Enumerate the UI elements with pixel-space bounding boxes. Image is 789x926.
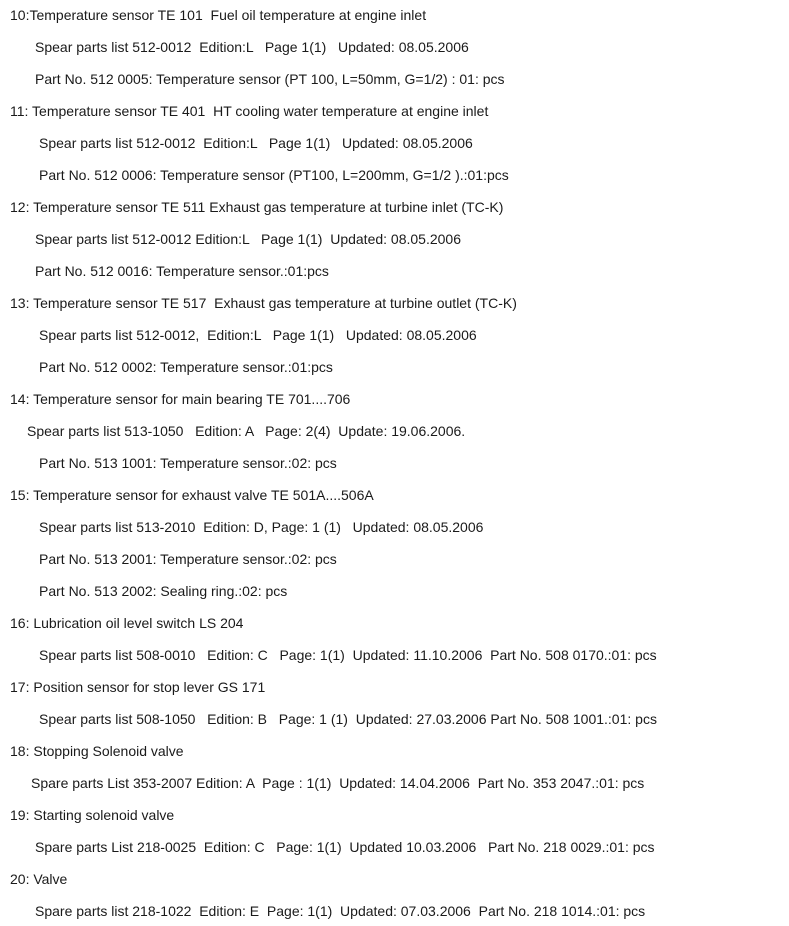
item-10-heading: 10:Temperature sensor TE 101 Fuel oil temperature at engine inlet bbox=[10, 7, 427, 23]
item-14-heading: 14: Temperature sensor for main bearing TE 701....706 bbox=[10, 391, 351, 407]
item-20-heading: 20: Valve bbox=[10, 871, 68, 887]
item-15-spare-list: Spear parts list 513-2010 Edition: D, Page: 1 (1) Updated: 08.05.2006 bbox=[39, 519, 484, 535]
item-16-spare-list: Spear parts list 508-0010 Edition: C Page: 1(1) Updated: 11.10.2006 Part No. 508 0170.:01: pcs bbox=[39, 647, 657, 663]
item-15-part-1: Part No. 513 2001: Temperature sensor.:02: pcs bbox=[39, 551, 337, 567]
item-10-spare-list: Spear parts list 512-0012 Edition:L Page 1(1) Updated: 08.05.2006 bbox=[35, 39, 469, 55]
item-12-spare-list: Spear parts list 512-0012 Edition:L Page 1(1) Updated: 08.05.2006 bbox=[35, 231, 461, 247]
item-12-heading: 12: Temperature sensor TE 511 Exhaust gas temperature at turbine inlet (TC-K) bbox=[10, 199, 504, 215]
item-20-spare-list: Spare parts list 218-1022 Edition: E Page: 1(1) Updated: 07.03.2006 Part No. 218 1014.:01: pcs bbox=[35, 903, 646, 919]
item-16-heading: 16: Lubrication oil level switch LS 204 bbox=[10, 615, 244, 631]
item-14-part: Part No. 513 1001: Temperature sensor.:02: pcs bbox=[39, 455, 337, 471]
item-18-spare-list: Spare parts List 353-2007 Edition: A Page : 1(1) Updated: 14.04.2006 Part No. 353 2047.:01: pcs bbox=[31, 775, 645, 791]
item-11-heading: 11: Temperature sensor TE 401 HT cooling water temperature at engine inlet bbox=[10, 103, 489, 119]
item-17-heading: 17: Position sensor for stop lever GS 171 bbox=[10, 679, 266, 695]
item-18-heading: 18: Stopping Solenoid valve bbox=[10, 743, 184, 759]
item-11-part: Part No. 512 0006: Temperature sensor (PT100, L=200mm, G=1/2 ).:01:pcs bbox=[39, 167, 509, 183]
item-10-part: Part No. 512 0005: Temperature sensor (PT 100, L=50mm, G=1/2) : 01: pcs bbox=[35, 71, 505, 87]
item-13-spare-list: Spear parts list 512-0012, Edition:L Page 1(1) Updated: 08.05.2006 bbox=[39, 327, 477, 343]
item-15-heading: 15: Temperature sensor for exhaust valve TE 501A....506A bbox=[10, 487, 374, 503]
item-13-part: Part No. 512 0002: Temperature sensor.:01:pcs bbox=[39, 359, 333, 375]
item-13-heading: 13: Temperature sensor TE 517 Exhaust gas temperature at turbine outlet (TC-K) bbox=[10, 295, 517, 311]
item-15-part-2: Part No. 513 2002: Sealing ring.:02: pcs bbox=[39, 583, 288, 599]
item-19-spare-list: Spare parts List 218-0025 Edition: C Page: 1(1) Updated 10.03.2006 Part No. 218 0029.:01: pcs bbox=[35, 839, 655, 855]
item-17-spare-list: Spear parts list 508-1050 Edition: B Page: 1 (1) Updated: 27.03.2006 Part No. 508 1001.:01: pcs bbox=[39, 711, 657, 727]
item-11-spare-list: Spear parts list 512-0012 Edition:L Page 1(1) Updated: 08.05.2006 bbox=[39, 135, 473, 151]
item-19-heading: 19: Starting solenoid valve bbox=[10, 807, 175, 823]
item-12-part: Part No. 512 0016: Temperature sensor.:01:pcs bbox=[35, 263, 329, 279]
item-14-spare-list: Spear parts list 513-1050 Edition: A Page: 2(4) Update: 19.06.2006. bbox=[27, 423, 466, 439]
